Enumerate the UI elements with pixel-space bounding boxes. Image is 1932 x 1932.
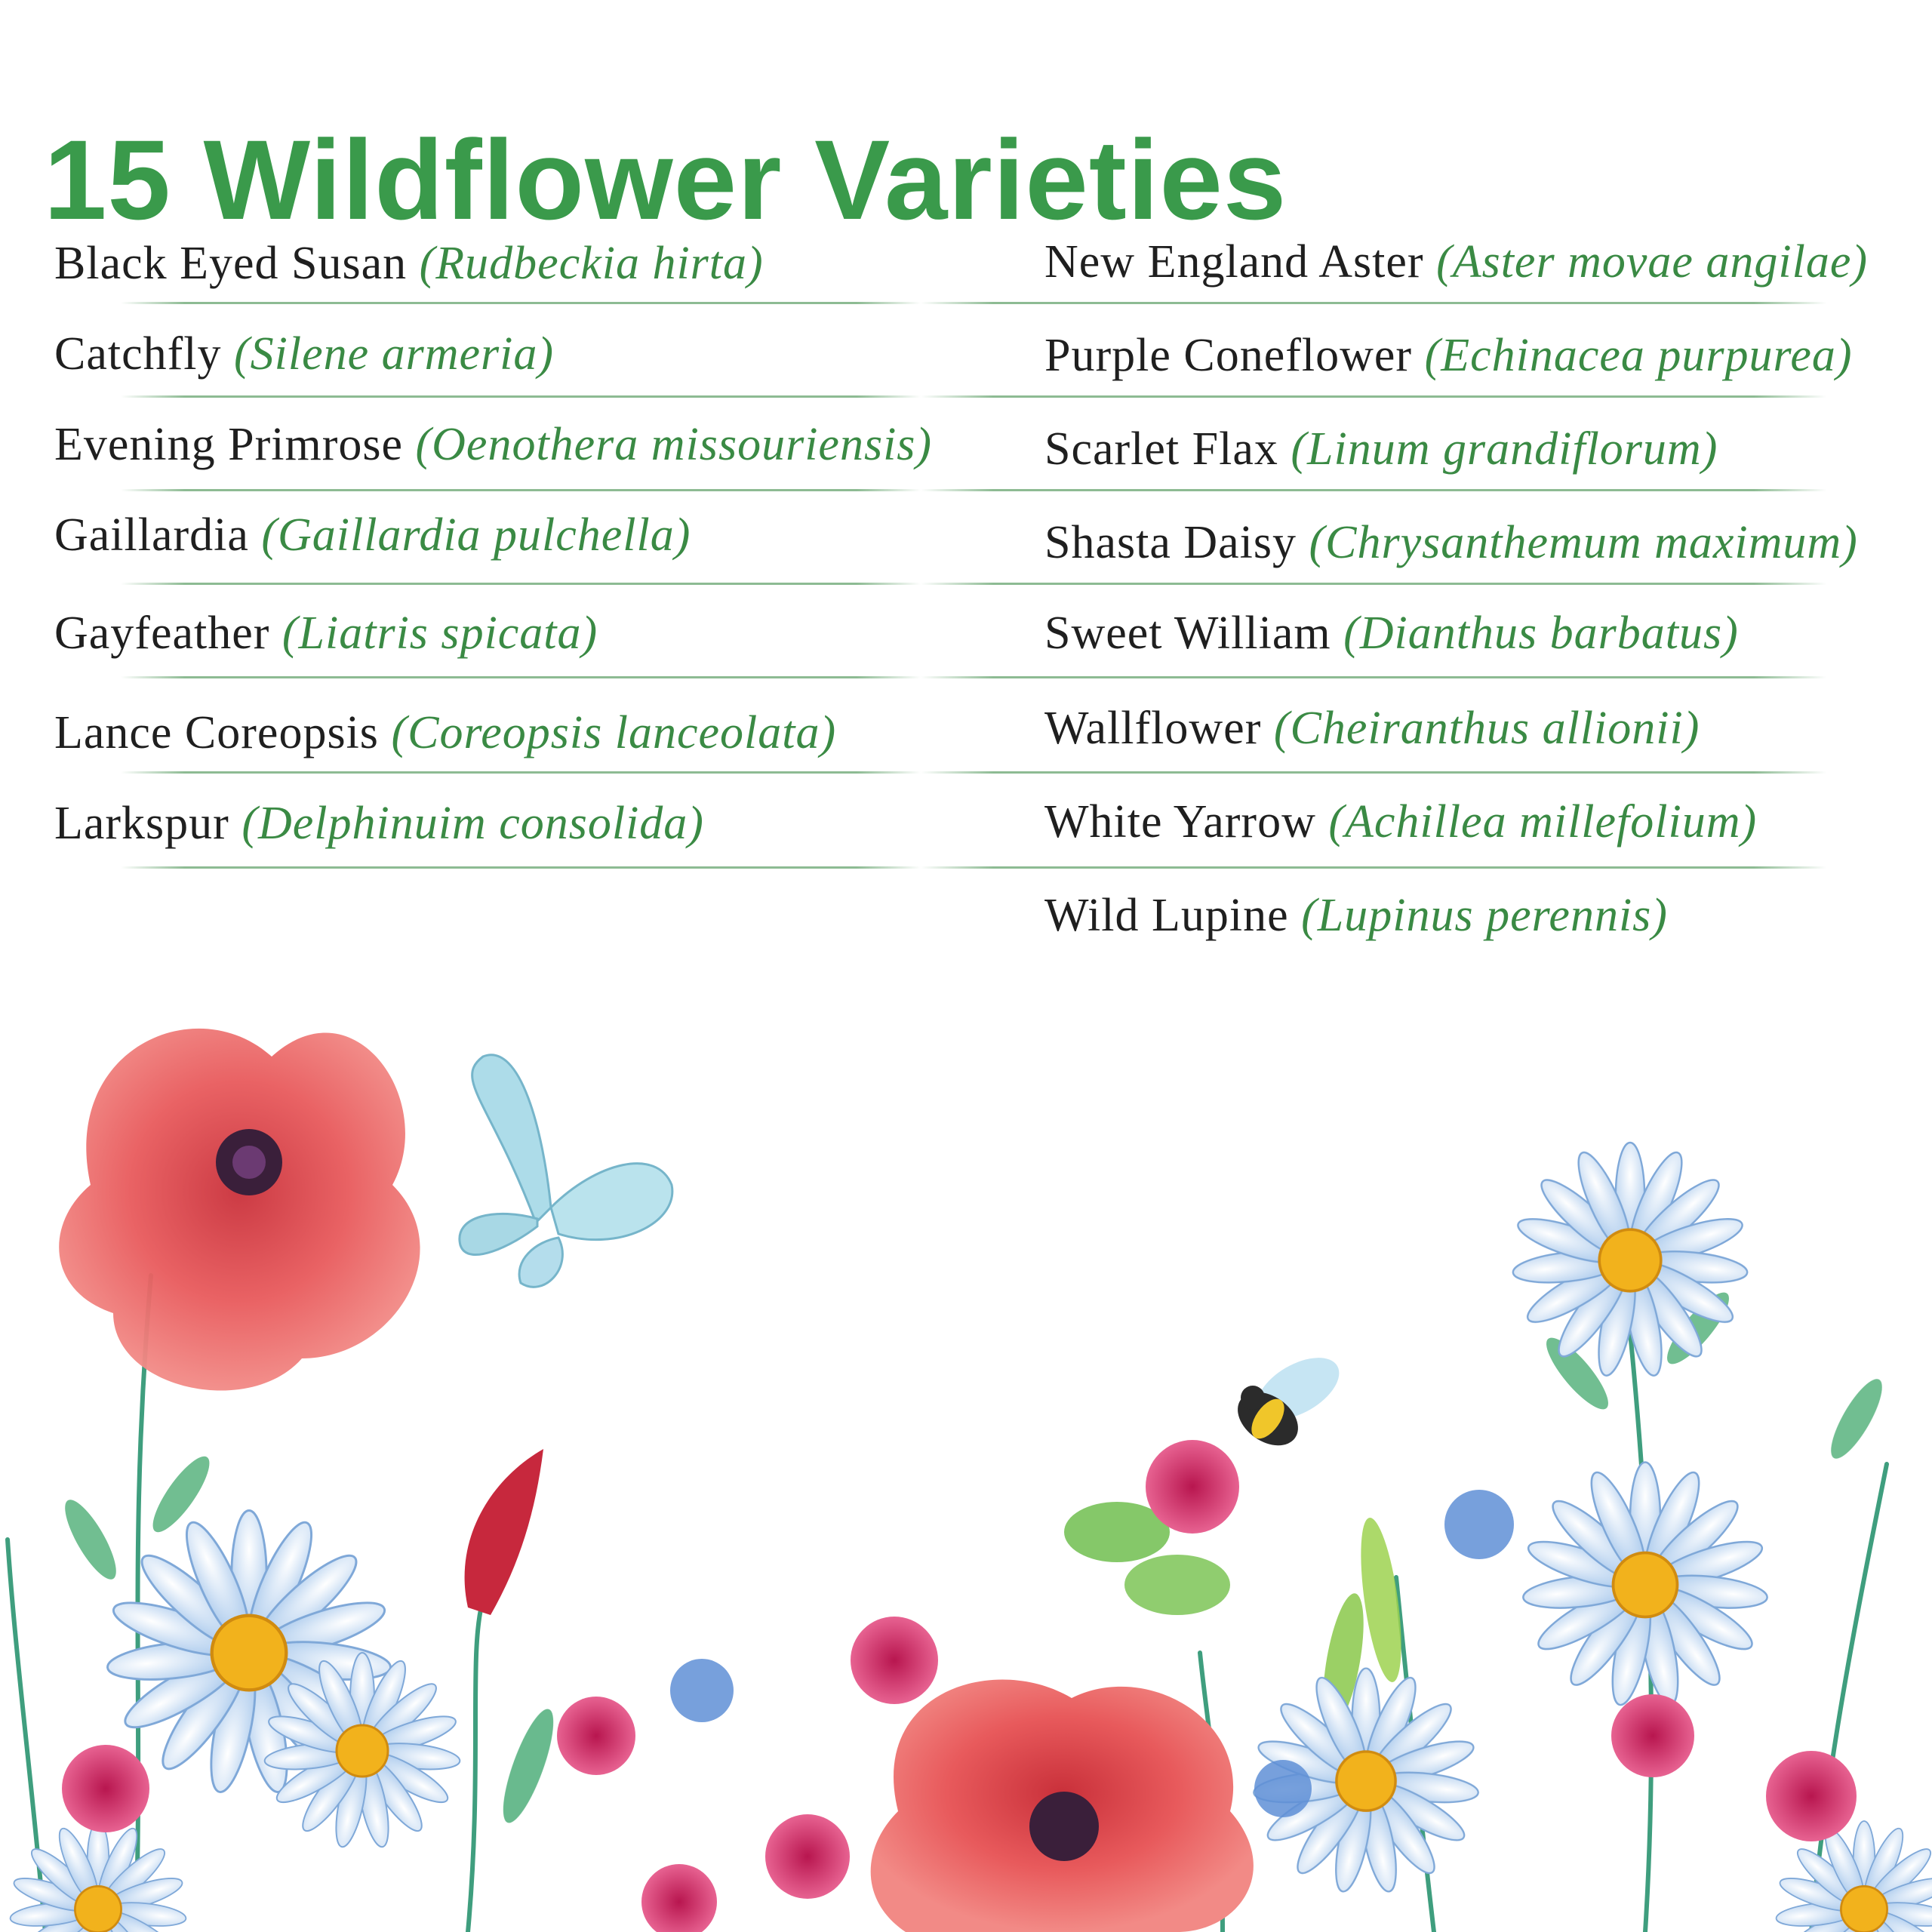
left-divider (121, 676, 921, 678)
right-divider (921, 771, 1826, 774)
list-item (1044, 796, 1758, 848)
left-divider (121, 489, 921, 491)
wildflower-illustration (0, 936, 1932, 1932)
common-name: Wild Lupine (1044, 890, 1289, 941)
common-name: White Yarrow (1044, 796, 1316, 848)
left-divider (121, 771, 921, 774)
scientific-name: (Aster movae angilae) (1436, 236, 1869, 288)
red-bud (465, 1449, 543, 1615)
scientific-name: (Rudbeckia hirta) (419, 238, 764, 289)
common-name: Gayfeather (54, 608, 270, 659)
common-name: Evening Primrose (54, 419, 403, 470)
left-divider (121, 866, 921, 869)
left-divider (121, 583, 921, 585)
common-name: Sweet William (1044, 608, 1331, 659)
list-item (1044, 236, 1869, 288)
list-item (54, 610, 598, 657)
scientific-name: (Achillea millefolium) (1328, 796, 1758, 848)
common-name: Scarlet Flax (1044, 423, 1278, 475)
common-name: Catchfly (54, 328, 222, 380)
right-divider (921, 395, 1826, 398)
common-name: Black Eyed Susan (54, 238, 408, 289)
scientific-name: (Silene armeria) (234, 328, 555, 380)
scientific-name: (Echinacea purpurea) (1424, 330, 1853, 381)
common-name: Shasta Daisy (1044, 517, 1297, 568)
scientific-name: (Cheiranthus allionii) (1273, 703, 1700, 754)
poppy-flower (59, 1029, 420, 1391)
common-name: Purple Coneflower (1044, 330, 1413, 381)
list-item (1044, 519, 1858, 566)
list-item (54, 509, 691, 561)
left-divider (121, 302, 921, 304)
scientific-name: (Oenothera missouriensis) (415, 419, 933, 470)
list-item (54, 240, 764, 287)
left-divider (121, 395, 921, 398)
right-divider (921, 583, 1826, 585)
scientific-name: (Delphinuim consolida) (242, 798, 704, 849)
common-name: Lance Coreopsis (54, 707, 379, 758)
list-item (54, 800, 704, 847)
scientific-name: (Linum grandiflorum) (1291, 423, 1718, 475)
common-name: New England Aster (1044, 236, 1424, 288)
scientific-name: (Lupinus perennis) (1301, 890, 1668, 941)
list-item (1044, 610, 1739, 657)
list-item (1044, 423, 1718, 475)
right-divider (921, 866, 1826, 869)
common-name: Larkspur (54, 798, 229, 849)
butterfly (460, 1055, 672, 1287)
right-divider (921, 489, 1826, 491)
list-item (1044, 705, 1700, 752)
list-item (54, 328, 555, 380)
scientific-name: (Gaillardia pulchella) (261, 509, 691, 561)
scientific-name: (Liatris spicata) (281, 608, 598, 659)
right-divider (921, 302, 1826, 304)
list-item (1044, 892, 1668, 939)
list-item (54, 421, 932, 468)
list-item (1044, 332, 1852, 379)
bee (1228, 1345, 1349, 1457)
poppy-flower (871, 1679, 1254, 1932)
scientific-name: (Chrysanthemum maximum) (1309, 517, 1858, 568)
scientific-name: (Coreopsis lanceolata) (391, 707, 837, 758)
common-name: Wallflower (1044, 703, 1262, 754)
list-item (54, 709, 836, 756)
daisy-flower (1521, 1463, 1768, 1709)
common-name: Gaillardia (54, 509, 249, 561)
right-divider (921, 676, 1826, 678)
scientific-name: (Dianthus barbatus) (1343, 608, 1739, 659)
page-title: 15 Wildflower Varieties (44, 115, 1287, 243)
